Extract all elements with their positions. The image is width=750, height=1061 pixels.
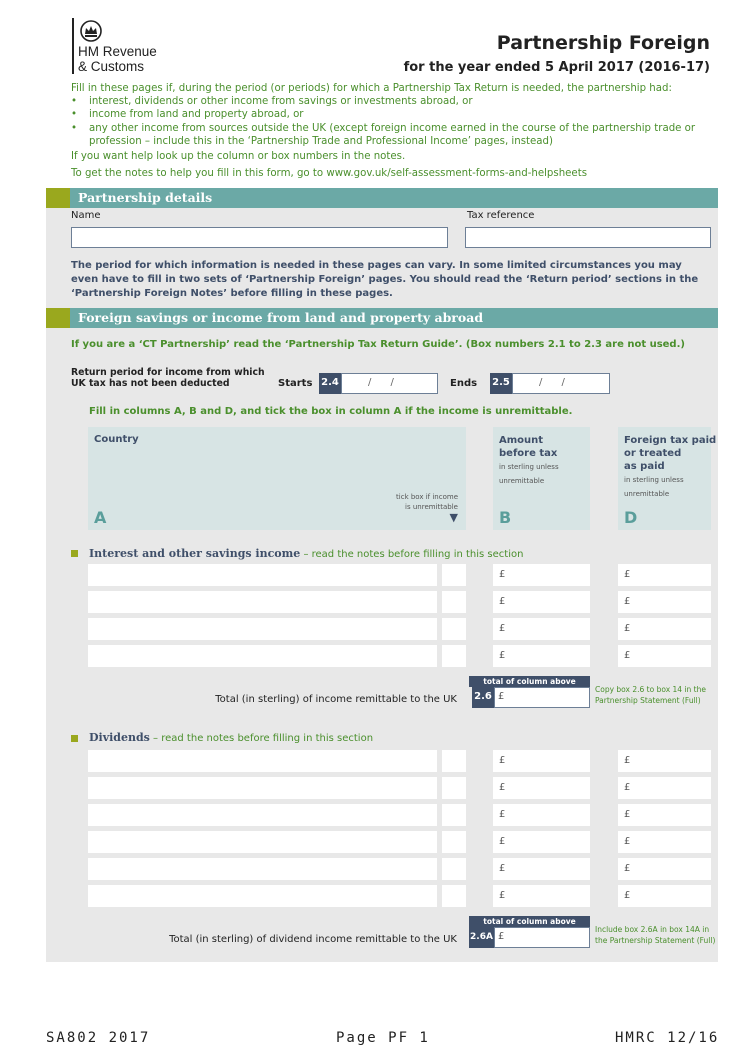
country-field[interactable] [88,831,437,853]
section-tab [46,188,70,208]
unremittable-checkbox[interactable] [442,564,466,586]
amount-field[interactable] [493,564,590,586]
amount-field[interactable] [493,591,590,613]
pound-sign: £ [498,691,505,702]
page-number: Page PF 1 [336,1030,430,1046]
column-d-header [618,427,717,530]
pound-sign: £ [499,596,506,607]
intro-bullet: • interest, dividends or other income from savings or investments abroad, or [71,96,473,108]
pound-sign: £ [624,596,631,607]
page-title: Partnership Foreign [496,32,710,54]
foreign-tax-field[interactable] [618,750,711,772]
box-2-4: 2.4 [319,373,341,394]
unremittable-checkbox[interactable] [442,858,466,880]
column-b-note: in sterling unless unremittable [499,463,559,485]
ct-note: If you are a ‘CT Partnership’ read the ‘Partnership Tax Return Guide’. (Box numbers 2.1 to 2.3 are not used.) [71,339,685,350]
section-title: Foreign savings or income from land and property abroad [78,310,484,325]
amount-field[interactable] [493,831,590,853]
amount-field[interactable] [493,645,590,667]
unremittable-checkbox[interactable] [442,591,466,613]
foreign-tax-field[interactable] [618,645,711,667]
pound-sign: £ [499,569,506,580]
box-2-6a: 2.6A [469,927,494,948]
ends-date-field[interactable] [512,373,610,394]
intro-notes-link[interactable]: To get the notes to help you fill in this form, go to www.gov.uk/self-assessment-forms-and-helpsheets [71,168,588,180]
logo-line-2: & Customs [78,59,145,74]
column-a-header [88,427,466,530]
country-field[interactable] [88,777,437,799]
country-field[interactable] [88,858,437,880]
form-code: SA802 2017 [46,1030,151,1046]
box-2-5: 2.5 [490,373,512,394]
pound-sign: £ [499,863,506,874]
interest-bullet-icon [71,550,78,557]
amount-field[interactable] [493,804,590,826]
name-field[interactable] [71,227,448,248]
unremittable-checkbox[interactable] [442,777,466,799]
pound-sign: £ [499,890,506,901]
foreign-tax-field[interactable] [618,591,711,613]
tax-reference-field[interactable] [465,227,711,248]
country-field[interactable] [88,618,437,640]
interest-total-header: total of column above [469,676,590,687]
name-label: Name [71,210,101,221]
column-d-note: in sterling unless unremittable [624,476,684,498]
amount-field[interactable] [493,750,590,772]
country-field[interactable] [88,750,437,772]
pound-sign: £ [499,650,506,661]
pound-sign: £ [498,931,505,942]
foreign-tax-field[interactable] [618,885,711,907]
unremittable-checkbox[interactable] [442,618,466,640]
interest-total-label: Total (in sterling) of income remittable to the UK [215,694,457,705]
partnership-details-bar [46,188,718,208]
intro-bullet: • income from land and property abroad, or [71,109,304,121]
pound-sign: £ [624,890,631,901]
unremittable-checkbox[interactable] [442,804,466,826]
interest-heading: Interest and other savings income – read the notes before filling in this section [89,547,524,560]
interest-copy-note: Copy box 2.6 to box 14 in the Partnership Statement (Full) [595,685,706,705]
pound-sign: £ [499,623,506,634]
intro-help: If you want help look up the column or box numbers in the notes. [71,151,406,163]
foreign-tax-field[interactable] [618,831,711,853]
amount-field[interactable] [493,858,590,880]
column-d-letter: D [624,508,638,527]
country-field[interactable] [88,645,437,667]
foreign-tax-field[interactable] [618,804,711,826]
date-slashes: / / [539,377,565,388]
pound-sign: £ [499,755,506,766]
amount-field[interactable] [493,618,590,640]
intro-bullet-cont: profession – include this in the ‘Partnership Trade and Professional Income’ pages, instead) [89,135,553,147]
pound-sign: £ [624,836,631,847]
dividends-heading: Dividends – read the notes before filling in this section [89,731,374,744]
form-version: HMRC 12/16 [615,1030,720,1046]
hmrc-logo [72,18,172,78]
partnership-details-panel [46,208,718,308]
column-a-letter: A [94,508,107,527]
column-b-letter: B [499,508,512,527]
intro-text [71,82,721,180]
period-note: The period for which information is needed in these pages can vary. In some limited circumstances you may even have to fill in two sets of ‘Partnership Foreign’ pages. You should read the ‘Return period’ sections in the ‘Partnership Foreign Notes’ before filling in these pages. [71,260,699,299]
logo-rule [72,18,74,74]
foreign-tax-field[interactable] [618,858,711,880]
country-label: Country [94,434,139,445]
amount-field[interactable] [493,777,590,799]
foreign-tax-field[interactable] [618,777,711,799]
ends-label: Ends [450,378,478,389]
crown-icon [80,20,102,42]
dividend-total-field[interactable] [494,927,590,948]
country-field[interactable] [88,564,437,586]
foreign-savings-panel [46,328,718,962]
unremittable-checkbox[interactable] [442,645,466,667]
pound-sign: £ [499,836,506,847]
amount-before-tax-label: Amount before tax [499,435,558,459]
dividend-copy-note: Include box 2.6A in box 14A in the Partnership Statement (Full) [595,925,716,945]
down-arrow-icon: ▼ [449,511,458,524]
pound-sign: £ [499,809,506,820]
pound-sign: £ [624,569,631,580]
page-subtitle: for the year ended 5 April 2017 (2016-17) [403,60,710,75]
pound-sign: £ [624,782,631,793]
foreign-tax-field[interactable] [618,618,711,640]
unremittable-checkbox[interactable] [442,750,466,772]
pound-sign: £ [624,623,631,634]
pound-sign: £ [624,809,631,820]
dividends-bullet-icon [71,735,78,742]
starts-date-field[interactable] [341,373,438,394]
dividend-total-label: Total (in sterling) of dividend income remittable to the UK [169,934,457,945]
amount-field[interactable] [493,885,590,907]
return-period-label: Return period for income from which UK tax has not been deducted [71,367,265,389]
country-field[interactable] [88,885,437,907]
columns-note: Fill in columns A, B and D, and tick the box in column A if the income is unremittable. [89,406,573,417]
intro-line: Fill in these pages if, during the period (or periods) for which a Partnership Tax Return is needed, the partnership had: [71,83,672,94]
date-slashes: / / [368,377,394,388]
tax-reference-label: Tax reference [467,210,535,221]
unremittable-checkbox[interactable] [442,831,466,853]
foreign-tax-field[interactable] [618,564,711,586]
logo-line-1: HM Revenue [78,44,157,59]
pound-sign: £ [499,782,506,793]
intro-bullet: • any other income from sources outside the UK (except foreign income earned in the course of the partnership trade or [71,122,696,134]
foreign-savings-bar [46,308,718,328]
box-2-6: 2.6 [472,687,494,708]
pound-sign: £ [624,755,631,766]
interest-total-field[interactable] [494,687,590,708]
column-b-header [493,427,590,530]
unremittable-checkbox[interactable] [442,885,466,907]
country-field[interactable] [88,591,437,613]
section-title: Partnership details [78,190,213,205]
tick-box-note: tick box if income is unremittable [396,493,458,511]
foreign-tax-paid-label: Foreign tax paid or treated as paid [624,435,717,472]
starts-label: Starts [278,378,313,389]
dividend-total-header: total of column above [469,916,590,927]
section-tab [46,308,70,328]
country-field[interactable] [88,804,437,826]
pound-sign: £ [624,650,631,661]
pound-sign: £ [624,863,631,874]
